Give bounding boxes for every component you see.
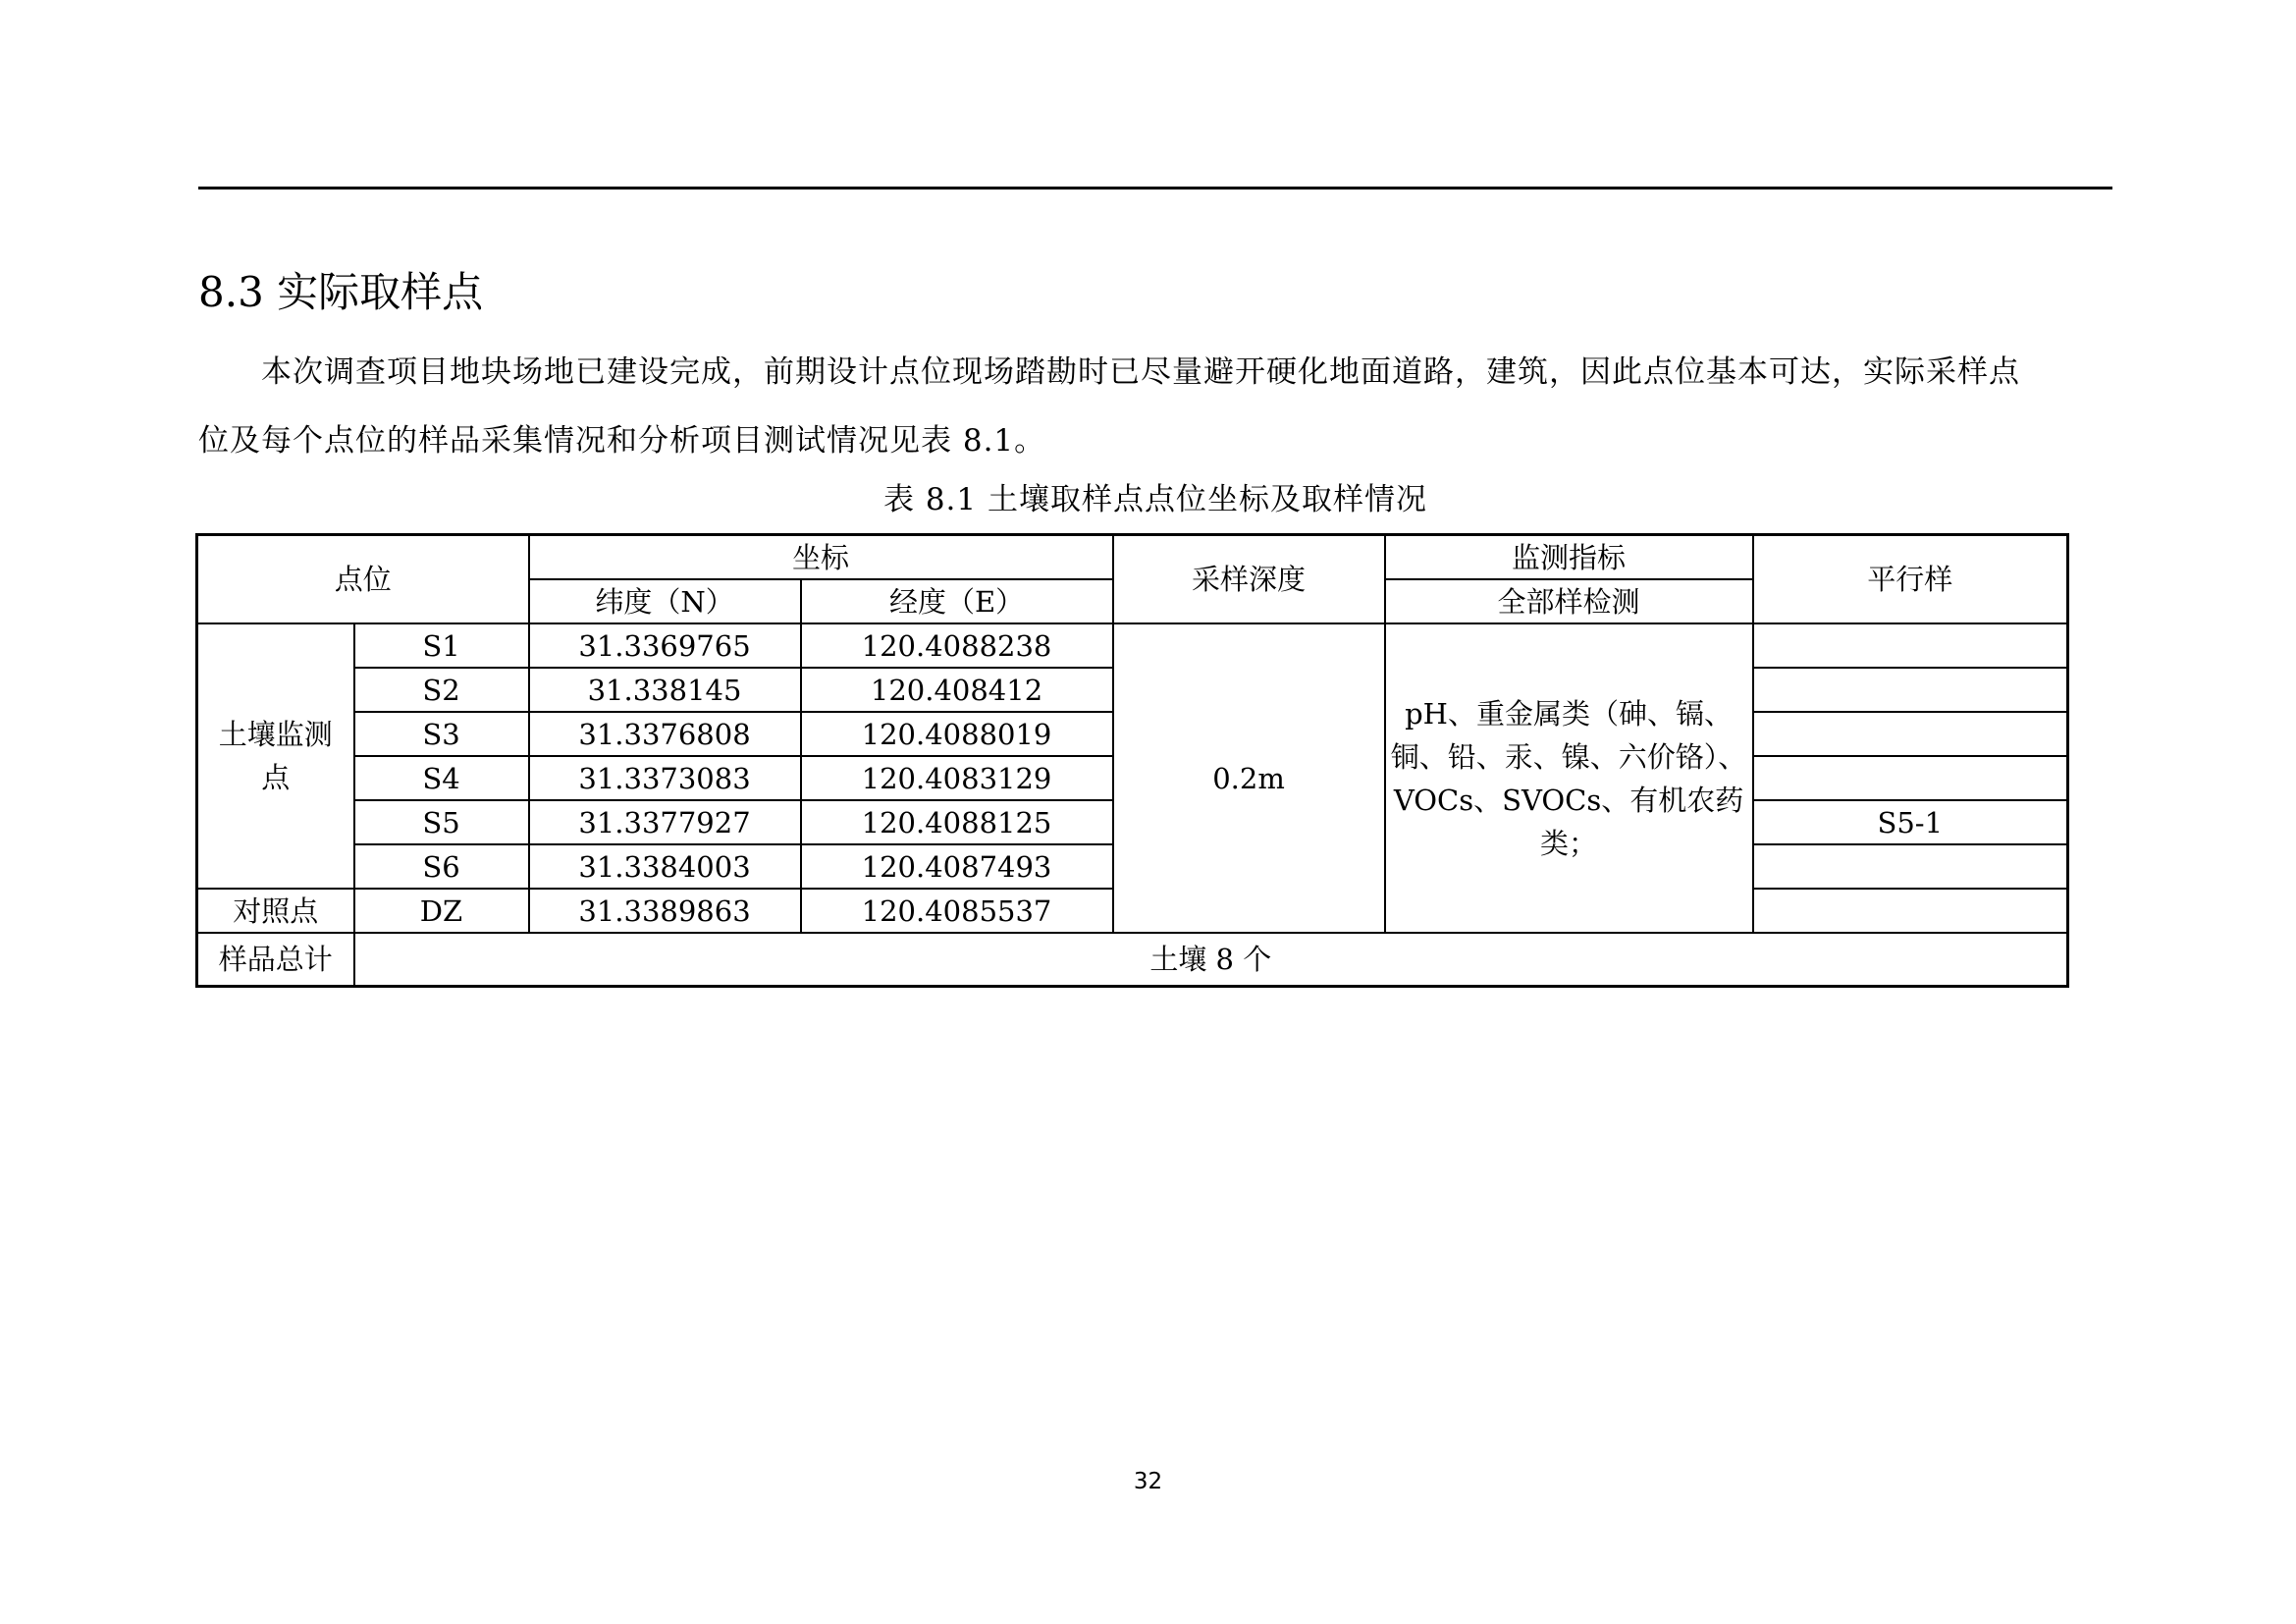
parallel-cell (1753, 668, 2068, 712)
indicators-value: pH、重金属类（砷、镉、铜、铅、汞、镍、六价铬）、VOCs、SVOCs、有机农药类； (1385, 623, 1753, 933)
header-indicators: 监测指标 (1385, 535, 1753, 580)
longitude-cell: 120.4087493 (801, 844, 1113, 889)
paragraph-line-1: 本次调查项目地块场地已建设完成，前期设计点位现场踏勘时已尽量避开硬化地面道路，建筑，因此点位基本可达，实际采样点 (261, 354, 2020, 390)
header-depth: 采样深度 (1113, 535, 1385, 624)
point-id: S5 (354, 800, 529, 844)
parallel-cell (1753, 756, 2068, 800)
point-id: S4 (354, 756, 529, 800)
header-coordinates: 坐标 (529, 535, 1113, 580)
header-latitude: 纬度（N） (529, 579, 801, 623)
parallel-cell (1753, 844, 2068, 889)
depth-value: 0.2m (1113, 623, 1385, 933)
latitude-cell: 31.3376808 (529, 712, 801, 756)
latitude-cell: 31.3384003 (529, 844, 801, 889)
point-id: S3 (354, 712, 529, 756)
parallel-cell: S5-1 (1753, 800, 2068, 844)
longitude-cell: 120.4083129 (801, 756, 1113, 800)
header-point: 点位 (197, 535, 529, 624)
paragraph-line-2: 位及每个点位的样品采集情况和分析项目测试情况见表 8.1。 (198, 423, 1046, 459)
latitude-cell: 31.3389863 (529, 889, 801, 933)
section-heading: 8.3 实际取样点 (198, 268, 484, 316)
soil-group-label: 土壤监测点 (197, 623, 354, 889)
parallel-cell (1753, 712, 2068, 756)
total-value: 土壤 8 个 (354, 933, 2068, 987)
control-point-label: 对照点 (197, 889, 354, 933)
longitude-cell: 120.4085537 (801, 889, 1113, 933)
longitude-cell: 120.4088125 (801, 800, 1113, 844)
page-number: 32 (1133, 1469, 1163, 1494)
point-id: S6 (354, 844, 529, 889)
parallel-cell (1753, 889, 2068, 933)
header-rule (198, 187, 2112, 189)
point-id: S1 (354, 623, 529, 668)
point-id: DZ (354, 889, 529, 933)
longitude-cell: 120.4088238 (801, 623, 1113, 668)
table-row (197, 623, 2068, 668)
parallel-cell (1753, 623, 2068, 668)
latitude-cell: 31.3373083 (529, 756, 801, 800)
latitude-cell: 31.338145 (529, 668, 801, 712)
longitude-cell: 120.408412 (801, 668, 1113, 712)
total-label: 样品总计 (197, 933, 354, 987)
longitude-cell: 120.4088019 (801, 712, 1113, 756)
header-all-samples: 全部样检测 (1385, 579, 1753, 623)
sampling-points-table (195, 533, 2069, 988)
total-row (197, 933, 2068, 987)
header-parallel: 平行样 (1753, 535, 2068, 624)
table-caption: 表 8.1 土壤取样点点位坐标及取样情况 (882, 482, 1427, 517)
header-longitude: 经度（E） (801, 579, 1113, 623)
point-id: S2 (354, 668, 529, 712)
latitude-cell: 31.3369765 (529, 623, 801, 668)
latitude-cell: 31.3377927 (529, 800, 801, 844)
table-header-row-1 (197, 535, 2068, 580)
